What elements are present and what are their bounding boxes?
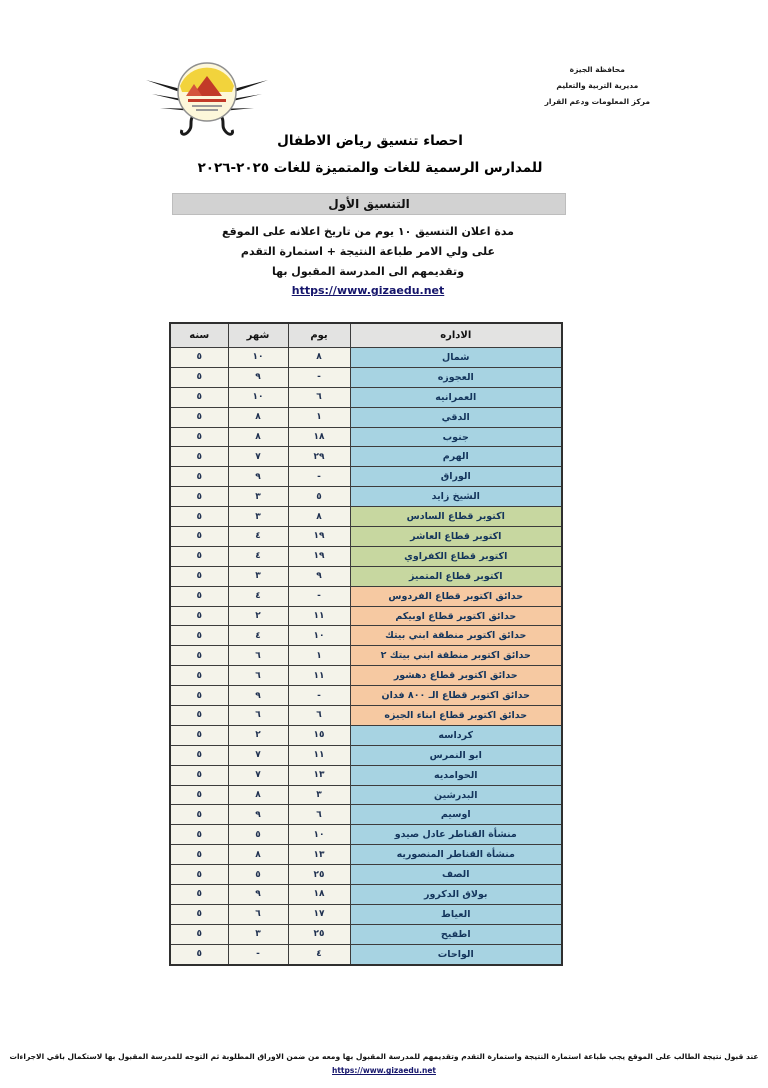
table-row — [170, 865, 562, 885]
table-row — [170, 407, 562, 427]
day-cell: ٢٥ — [288, 865, 350, 885]
table-row — [170, 646, 562, 666]
month-cell: ٦ — [228, 904, 288, 924]
notice-line-1: مدة اعلان التنسيق ١٠ يوم من تاريخ اعلانه على الموقع — [222, 225, 514, 238]
month-cell: ٦ — [228, 666, 288, 686]
year-cell: ٥ — [170, 566, 228, 586]
day-cell: ٣ — [288, 785, 350, 805]
month-cell: ٣ — [228, 566, 288, 586]
year-cell: ٥ — [170, 387, 228, 407]
day-cell: ١ — [288, 646, 350, 666]
month-cell: ٧ — [228, 745, 288, 765]
year-cell: ٥ — [170, 527, 228, 547]
day-cell: ٢٩ — [288, 447, 350, 467]
year-cell: ٥ — [170, 407, 228, 427]
year-cell: ٥ — [170, 348, 228, 368]
year-cell: ٥ — [170, 586, 228, 606]
day-cell: ١٨ — [288, 427, 350, 447]
month-cell: ٦ — [228, 646, 288, 666]
table-row — [170, 686, 562, 706]
year-cell: ٥ — [170, 765, 228, 785]
table-row — [170, 546, 562, 566]
footer-website-link[interactable]: https://www.gizaedu.net — [332, 1066, 436, 1076]
day-cell: ١٨ — [288, 885, 350, 905]
year-cell: ٥ — [170, 845, 228, 865]
table-row — [170, 765, 562, 785]
notice-line-3: وتقديمهم الى المدرسة المقبول بها — [271, 264, 465, 278]
table-row — [170, 348, 562, 368]
table-row — [170, 885, 562, 905]
section-bar-first-stage — [172, 193, 566, 215]
day-cell: ١٥ — [288, 725, 350, 745]
table-row — [170, 725, 562, 745]
day-cell: ٢٥ — [288, 924, 350, 944]
day-cell: ١١ — [288, 666, 350, 686]
day-cell: ٥ — [288, 487, 350, 507]
administration-cell: الواحات — [350, 944, 562, 964]
year-cell: ٥ — [170, 646, 228, 666]
administration-cell: العمرانيه — [350, 387, 562, 407]
section-bar-label: التنسيق الأول — [328, 197, 410, 211]
administration-cell: ابو النمرس — [350, 745, 562, 765]
table-row — [170, 924, 562, 944]
month-cell: ٥ — [228, 825, 288, 845]
administration-cell: حدائق اكتوبر منطقة ابني بيتك ٢ — [350, 646, 562, 666]
year-cell: ٥ — [170, 467, 228, 487]
year-cell: ٥ — [170, 924, 228, 944]
year-cell: ٥ — [170, 885, 228, 905]
administration-cell: الهرم — [350, 447, 562, 467]
month-cell: ٩ — [228, 885, 288, 905]
month-cell: ٧ — [228, 447, 288, 467]
day-cell: ١٩ — [288, 546, 350, 566]
administration-cell: الحوامديه — [350, 765, 562, 785]
administration-cell: البدرشين — [350, 785, 562, 805]
table-row — [170, 467, 562, 487]
month-cell: ٨ — [228, 407, 288, 427]
year-cell: ٥ — [170, 447, 228, 467]
title-line-2: للمدارس الرسمية للغات والمتميزة للغات ٢٠٢٥-٢٠٢٦ — [197, 160, 543, 176]
table-row — [170, 944, 562, 964]
administration-cell: اكتوبر قطاع الكفراوي — [350, 546, 562, 566]
year-cell: ٥ — [170, 686, 228, 706]
administration-cell: الوراق — [350, 467, 562, 487]
year-cell: ٥ — [170, 725, 228, 745]
table-row — [170, 527, 562, 547]
administration-cell: الشيخ زايد — [350, 487, 562, 507]
year-cell: ٥ — [170, 507, 228, 527]
table-row — [170, 626, 562, 646]
administration-cell: منشأة القناطر عادل صيدو — [350, 825, 562, 845]
letterhead-line-directorate: مديرية التربية والتعليم — [556, 80, 639, 90]
year-cell: ٥ — [170, 865, 228, 885]
day-cell: ١٩ — [288, 527, 350, 547]
day-cell: ١١ — [288, 745, 350, 765]
day-cell: ١٣ — [288, 765, 350, 785]
table-row — [170, 447, 562, 467]
table-row — [170, 566, 562, 586]
day-cell: ٦ — [288, 387, 350, 407]
day-cell: - — [288, 467, 350, 487]
month-cell: ٤ — [228, 626, 288, 646]
letterhead-line-center: مركز المعلومات ودعم القرار — [544, 96, 650, 106]
month-cell: ٣ — [228, 487, 288, 507]
administration-cell: اكتوبر قطاع المتميز — [350, 566, 562, 586]
table-row — [170, 606, 562, 626]
month-cell: ٤ — [228, 586, 288, 606]
year-cell: ٥ — [170, 745, 228, 765]
year-cell: ٥ — [170, 805, 228, 825]
day-cell: ١١ — [288, 606, 350, 626]
column-header-day: يوم — [288, 323, 350, 348]
year-cell: ٥ — [170, 904, 228, 924]
month-cell: ٢ — [228, 606, 288, 626]
year-cell: ٥ — [170, 785, 228, 805]
year-cell: ٥ — [170, 666, 228, 686]
table-row — [170, 666, 562, 686]
administration-cell: اكتوبر قطاع العاشر — [350, 527, 562, 547]
day-cell: ١٣ — [288, 845, 350, 865]
table-row — [170, 805, 562, 825]
month-cell: ٣ — [228, 507, 288, 527]
administration-cell: جنوب — [350, 427, 562, 447]
month-cell: ٣ — [228, 924, 288, 944]
table-row — [170, 825, 562, 845]
administration-cell: منشأة القناطر المنصوريه — [350, 845, 562, 865]
document-title — [170, 128, 570, 182]
letterhead-line-governorate: محافظة الجيزة — [569, 65, 625, 74]
month-cell: ٤ — [228, 546, 288, 566]
table-row — [170, 745, 562, 765]
table-row — [170, 507, 562, 527]
year-cell: ٥ — [170, 606, 228, 626]
month-cell: ٩ — [228, 805, 288, 825]
administration-cell: حدائق اكتوبر قطاع الـ ٨٠٠ فدان — [350, 686, 562, 706]
column-header-year: سنه — [170, 323, 228, 348]
year-cell: ٥ — [170, 706, 228, 726]
day-cell: - — [288, 367, 350, 387]
coordination-table — [171, 322, 563, 966]
letterhead — [545, 62, 650, 109]
footer-note — [0, 1050, 768, 1079]
month-cell: ٨ — [228, 785, 288, 805]
month-cell: ٧ — [228, 765, 288, 785]
year-cell: ٥ — [170, 427, 228, 447]
month-cell: ٢ — [228, 725, 288, 745]
notice-block — [172, 222, 564, 301]
administration-cell: حدائق اكتوبر قطاع ابناء الجيزه — [350, 706, 562, 726]
day-cell: ٤ — [288, 944, 350, 964]
month-cell: ١٠ — [228, 387, 288, 407]
day-cell: ١٠ — [288, 626, 350, 646]
notice-line-2: على ولي الامر طباعة النتيجة + استمارة التقدم — [240, 244, 496, 258]
administration-cell: حدائق اكتوبر قطاع اوبيكم — [350, 606, 562, 626]
year-cell: ٥ — [170, 626, 228, 646]
month-cell: ٤ — [228, 527, 288, 547]
table-row — [170, 586, 562, 606]
table-row — [170, 427, 562, 447]
month-cell: ٥ — [228, 865, 288, 885]
day-cell: ٦ — [288, 805, 350, 825]
month-cell: ٨ — [228, 427, 288, 447]
month-cell: ٩ — [228, 467, 288, 487]
administration-cell: العياط — [350, 904, 562, 924]
year-cell: ٥ — [170, 825, 228, 845]
table-row — [170, 785, 562, 805]
administration-cell: شمال — [350, 348, 562, 368]
month-cell: ١٠ — [228, 348, 288, 368]
administration-cell: الصف — [350, 865, 562, 885]
administration-cell: حدائق اكتوبر قطاع الفردوس — [350, 586, 562, 606]
table-row — [170, 904, 562, 924]
month-cell: ٩ — [228, 686, 288, 706]
administration-cell: حدائق اكتوبر قطاع دهشور — [350, 666, 562, 686]
table-row — [170, 487, 562, 507]
column-header-administration: الاداره — [350, 323, 562, 348]
day-cell: ١٧ — [288, 904, 350, 924]
year-cell: ٥ — [170, 367, 228, 387]
table-row — [170, 706, 562, 726]
administration-cell: العجوزه — [350, 367, 562, 387]
administration-cell: كرداسه — [350, 725, 562, 745]
table-row — [170, 845, 562, 865]
day-cell: - — [288, 586, 350, 606]
month-cell: - — [228, 944, 288, 964]
month-cell: ٦ — [228, 706, 288, 726]
day-cell: ١٠ — [288, 825, 350, 845]
month-cell: ٩ — [228, 367, 288, 387]
administration-cell: حدائق اكتوبر منطقة ابني بيتك — [350, 626, 562, 646]
administration-cell: اوسيم — [350, 805, 562, 825]
day-cell: ٦ — [288, 706, 350, 726]
year-cell: ٥ — [170, 487, 228, 507]
footer-text: عند قبول نتيجة الطالب على الموقع يجب طباعة استمارة النتيجة واستمارة التقدم وتقديمهم للمدرسة المقبول بها ومعه من ضمن الاوراق المطلوبة ثم التوجه للمدرسة المقبول بها لاستكمال باقي الاجراءات — [9, 1052, 759, 1061]
website-link[interactable]: https://www.gizaedu.net — [291, 284, 445, 298]
table-row — [170, 387, 562, 407]
table-header-row — [170, 323, 562, 348]
administration-cell: الدقي — [350, 407, 562, 427]
year-cell: ٥ — [170, 546, 228, 566]
month-cell: ٨ — [228, 845, 288, 865]
administration-cell: اطفيح — [350, 924, 562, 944]
day-cell: ٨ — [288, 348, 350, 368]
title-line-1: احصاء تنسيق رياض الاطفال — [277, 133, 463, 149]
administration-cell: اكتوبر قطاع السادس — [350, 507, 562, 527]
day-cell: ١ — [288, 407, 350, 427]
table-row — [170, 367, 562, 387]
year-cell: ٥ — [170, 944, 228, 964]
table-body — [170, 348, 562, 965]
column-header-month: شهر — [228, 323, 288, 348]
day-cell: ٨ — [288, 507, 350, 527]
administration-cell: بولاق الدكرور — [350, 885, 562, 905]
day-cell: ٩ — [288, 566, 350, 586]
day-cell: - — [288, 686, 350, 706]
